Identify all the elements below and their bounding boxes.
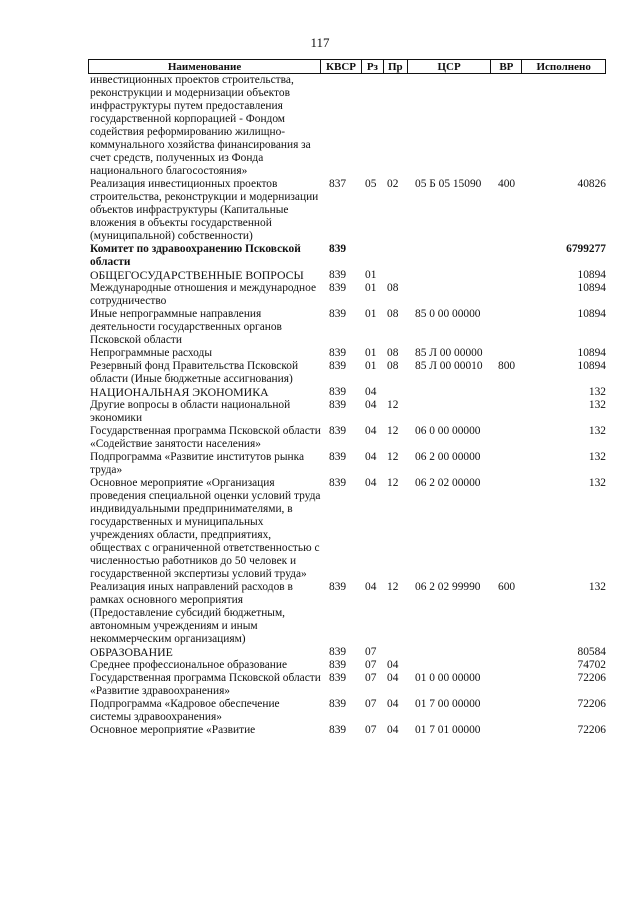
cell-rz [362,243,384,269]
cell-rz: 07 [365,659,377,671]
cell-vr [492,659,523,672]
cell-rz: 04 [365,425,377,437]
table-row [88,269,606,282]
cell-vr [492,477,523,581]
cell-csr [408,399,492,425]
cell-executed: 132 [588,581,606,593]
table-row [88,425,606,451]
header-vr: ВР [491,60,522,73]
cell-kvsr: 839 [329,425,347,437]
cell-pr: 04 [387,659,399,671]
cell-name: Другие вопросы в области национальной экономики [90,399,291,424]
header-rz: Рз [362,60,384,73]
cell-rz: 01 [365,282,377,294]
cell-rz: 07 [365,698,377,710]
cell-csr: 05 Б 05 15090 [415,178,482,190]
cell-rz: 04 [365,581,377,593]
cell-kvsr: 839 [329,724,347,736]
cell-vr [492,269,523,282]
cell-kvsr: 839 [329,451,347,463]
cell-name: Подпрограмма «Кадровое обеспечение системы здравоохранения» [90,698,280,723]
cell-executed: 132 [588,386,606,398]
cell-kvsr: 839 [329,243,347,255]
cell-pr [384,386,408,399]
cell-name: Основное мероприятие «Развитие [90,724,256,736]
cell-executed: 10894 [577,360,606,372]
table-row [88,672,606,698]
cell-rz: 01 [365,360,377,372]
cell-pr: 12 [387,399,399,411]
cell-executed: 72206 [577,724,606,736]
cell-kvsr [321,74,362,178]
cell-name: Среднее профессиональное образование [90,659,288,671]
cell-rz: 04 [365,451,377,463]
cell-kvsr: 839 [329,659,347,671]
cell-executed: 10894 [577,347,606,359]
table-body [88,74,606,737]
cell-rz: 07 [365,724,377,736]
cell-csr: 01 0 00 00000 [415,672,481,684]
cell-name: Основное мероприятие «Организация проведения специальной оценки условий труда индивидуальными предпринимателями, в государственных и муниципальных учреждениях области, предприятиях, обществах с ограниченной ответственностью с численностью работников до 50 человек и государственной экспертизы условий труда» [90,477,321,580]
cell-name: Непрограммные расходы [90,347,212,359]
cell-vr [492,74,523,178]
header-csr: ЦСР [408,60,492,73]
page-number: 117 [310,35,330,50]
header-kvsr: КВСР [321,60,362,73]
cell-kvsr: 839 [329,698,347,710]
cell-name: НАЦИОНАЛЬНАЯ ЭКОНОМИКА [90,385,269,399]
header-executed: Исполнено [536,61,591,73]
cell-pr [384,646,408,659]
header-pr: Пр [384,60,408,73]
cell-pr [384,243,408,269]
table-header [88,59,606,74]
cell-name: Государственная программа Псковской области «Развитие здравоохранения» [90,672,321,697]
cell-kvsr: 839 [329,360,347,372]
cell-csr [408,243,492,269]
cell-csr [408,659,492,672]
cell-pr: 08 [387,308,399,320]
budget-table [88,59,606,737]
table-row [88,308,606,347]
cell-rz: 01 [365,308,377,320]
cell-vr [492,308,523,347]
cell-pr: 08 [387,360,399,372]
cell-executed: 40826 [577,178,606,190]
table-row [88,347,606,360]
cell-csr [408,269,492,282]
cell-kvsr: 839 [329,269,347,281]
cell-vr [492,282,523,308]
cell-vr: 800 [498,360,516,372]
table-row [88,659,606,672]
table-row [88,74,606,178]
cell-pr: 12 [387,425,399,437]
cell-pr: 04 [387,724,399,736]
cell-pr [384,269,408,282]
cell-vr [492,672,523,698]
cell-pr [384,74,408,178]
cell-kvsr: 839 [329,646,347,658]
table-row [88,178,606,243]
cell-name: Реализация инвестиционных проектов строительства, реконструкции и модернизации объектов инфраструктуры (Капитальные вложения в объекты государственной (муниципальной) собственности) [90,178,319,242]
cell-csr: 06 2 02 99990 [415,581,481,593]
cell-pr: 04 [387,698,399,710]
cell-executed: 80584 [577,646,606,658]
table-row [88,581,606,646]
table-row [88,243,606,269]
cell-vr [492,425,523,451]
cell-executed: 72206 [577,698,606,710]
cell-vr [492,646,523,659]
cell-csr [408,646,492,659]
cell-kvsr: 839 [329,347,347,359]
cell-pr: 12 [387,477,399,489]
table-row [88,386,606,399]
cell-vr [492,243,523,269]
cell-kvsr: 839 [329,477,347,489]
cell-kvsr: 839 [329,282,347,294]
table-row [88,399,606,425]
cell-vr: 400 [498,178,516,190]
cell-name: Резервный фонд Правительства Псковской области (Иные бюджетные ассигнования) [90,360,299,385]
cell-csr: 01 7 00 00000 [415,698,481,710]
table-row [88,646,606,659]
cell-rz [362,74,384,178]
cell-csr: 06 0 00 00000 [415,425,481,437]
cell-csr [408,386,492,399]
cell-kvsr: 839 [329,399,347,411]
cell-rz: 05 [365,178,377,190]
cell-name: Государственная программа Псковской области «Содействие занятости населения» [90,425,321,450]
cell-name: инвестиционных проектов строительства, реконструкции и модернизации объектов инфраструктуры путем предоставления государственной корпорацией - Фондом содействия реформированию жилищно-коммунального хозяйства финансирования за счет средств, полученных из Фонда национального благосостояния» [90,74,311,177]
cell-rz: 01 [365,347,377,359]
cell-csr: 06 2 00 00000 [415,451,481,463]
cell-pr: 02 [387,178,399,190]
cell-csr [408,74,492,178]
cell-vr [492,386,523,399]
cell-vr [492,451,523,477]
cell-rz: 04 [365,399,377,411]
cell-vr [492,347,523,360]
table-row [88,477,606,581]
cell-kvsr: 839 [329,672,347,684]
cell-csr: 01 7 01 00000 [415,724,481,736]
cell-vr [492,399,523,425]
cell-rz: 01 [365,269,377,281]
cell-kvsr: 839 [329,386,347,398]
cell-pr: 08 [387,347,399,359]
cell-rz: 07 [365,672,377,684]
cell-rz: 04 [365,386,377,398]
cell-executed: 132 [588,399,606,411]
cell-vr [492,724,523,737]
cell-executed: 10894 [577,282,606,294]
cell-kvsr: 839 [329,581,347,593]
cell-csr [408,282,492,308]
cell-csr: 85 0 00 00000 [415,308,481,320]
cell-executed: 72206 [577,672,606,684]
cell-name: Комитет по здравоохранению Псковской области [90,243,301,268]
cell-name: Иные непрограммные направления деятельности государственных органов Псковской области [90,308,282,346]
cell-csr: 85 Л 00 00000 [415,347,483,359]
cell-kvsr: 839 [329,308,347,320]
cell-name: ОБЩЕГОСУДАРСТВЕННЫЕ ВОПРОСЫ [90,268,304,282]
cell-name: ОБРАЗОВАНИЕ [90,645,173,659]
cell-rz: 04 [365,477,377,489]
cell-rz: 07 [365,646,377,658]
cell-name: Подпрограмма «Развитие институтов рынка труда» [90,451,305,476]
cell-pr: 08 [387,282,399,294]
cell-executed [523,74,606,178]
cell-name: Реализация иных направлений расходов в рамках основного мероприятия (Предоставление субсидий бюджетным, автономным учреждениям и иным некоммерческим организациям) [90,581,293,645]
cell-vr: 600 [498,581,516,593]
table-row [88,360,606,386]
cell-executed: 10894 [577,308,606,320]
table-row [88,451,606,477]
cell-executed: 132 [588,425,606,437]
cell-kvsr: 837 [329,178,347,190]
cell-csr: 85 Л 00 00010 [415,360,483,372]
cell-executed: 74702 [577,659,606,671]
cell-executed: 132 [588,451,606,463]
cell-pr: 12 [387,451,399,463]
table-row [88,282,606,308]
cell-executed: 10894 [577,269,606,281]
cell-csr: 06 2 02 00000 [415,477,481,489]
table-row [88,724,606,737]
cell-pr: 12 [387,581,399,593]
cell-executed: 6799277 [566,243,606,255]
cell-vr [492,698,523,724]
header-name: Наименование [89,60,321,73]
cell-pr: 04 [387,672,399,684]
cell-executed: 132 [588,477,606,489]
cell-name: Международные отношения и международное сотрудничество [90,282,317,307]
table-row [88,698,606,724]
